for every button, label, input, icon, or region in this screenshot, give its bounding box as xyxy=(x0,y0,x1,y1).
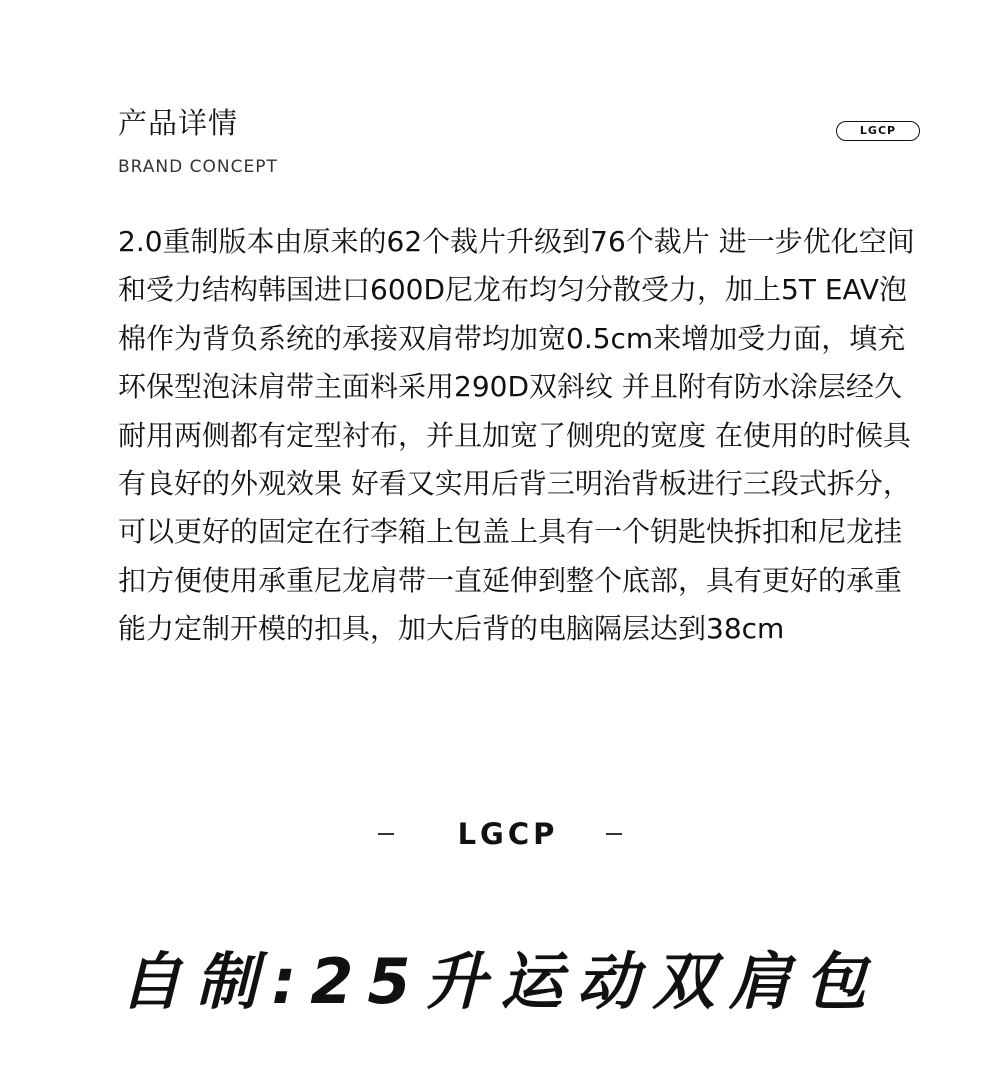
product-description: 2.0重制版本由原来的62个裁片升级到76个裁片 进一步优化空间和受力结构韩国进口600D尼龙布均匀分散受力，加上5T EAV泡棉作为背负系统的承接双肩带均加宽0.5cm来增加受力面，填充环保型泡沫肩带主面料采用290D双斜纹 并且附有防水涂层经久耐用两侧都有定型衬布，并且加宽了侧兜的宽度 在使用的时候具有良好的外观效果 好看又实用后背三明治背板进行三段式拆分，可以更好的固定在行李箱上包盖上具有一个钥匙快拆扣和尼龙挂扣方便使用承重尼龙肩带一直延伸到整个底部，具有更好的承重能力定制开模的扣具，加大后背的电脑隔层达到38cm xyxy=(118,225,915,646)
brand-badge: LGCP xyxy=(836,121,920,141)
section-title: 产品详情 xyxy=(118,106,239,140)
brand-logo-text: LGCP xyxy=(457,817,559,851)
left-dash xyxy=(378,833,394,835)
right-dash xyxy=(606,833,622,835)
section-subtitle: BRAND CONCEPT xyxy=(118,157,278,177)
brand-divider xyxy=(0,812,1000,856)
product-title: 自制:25升运动双肩包 xyxy=(119,945,881,1018)
